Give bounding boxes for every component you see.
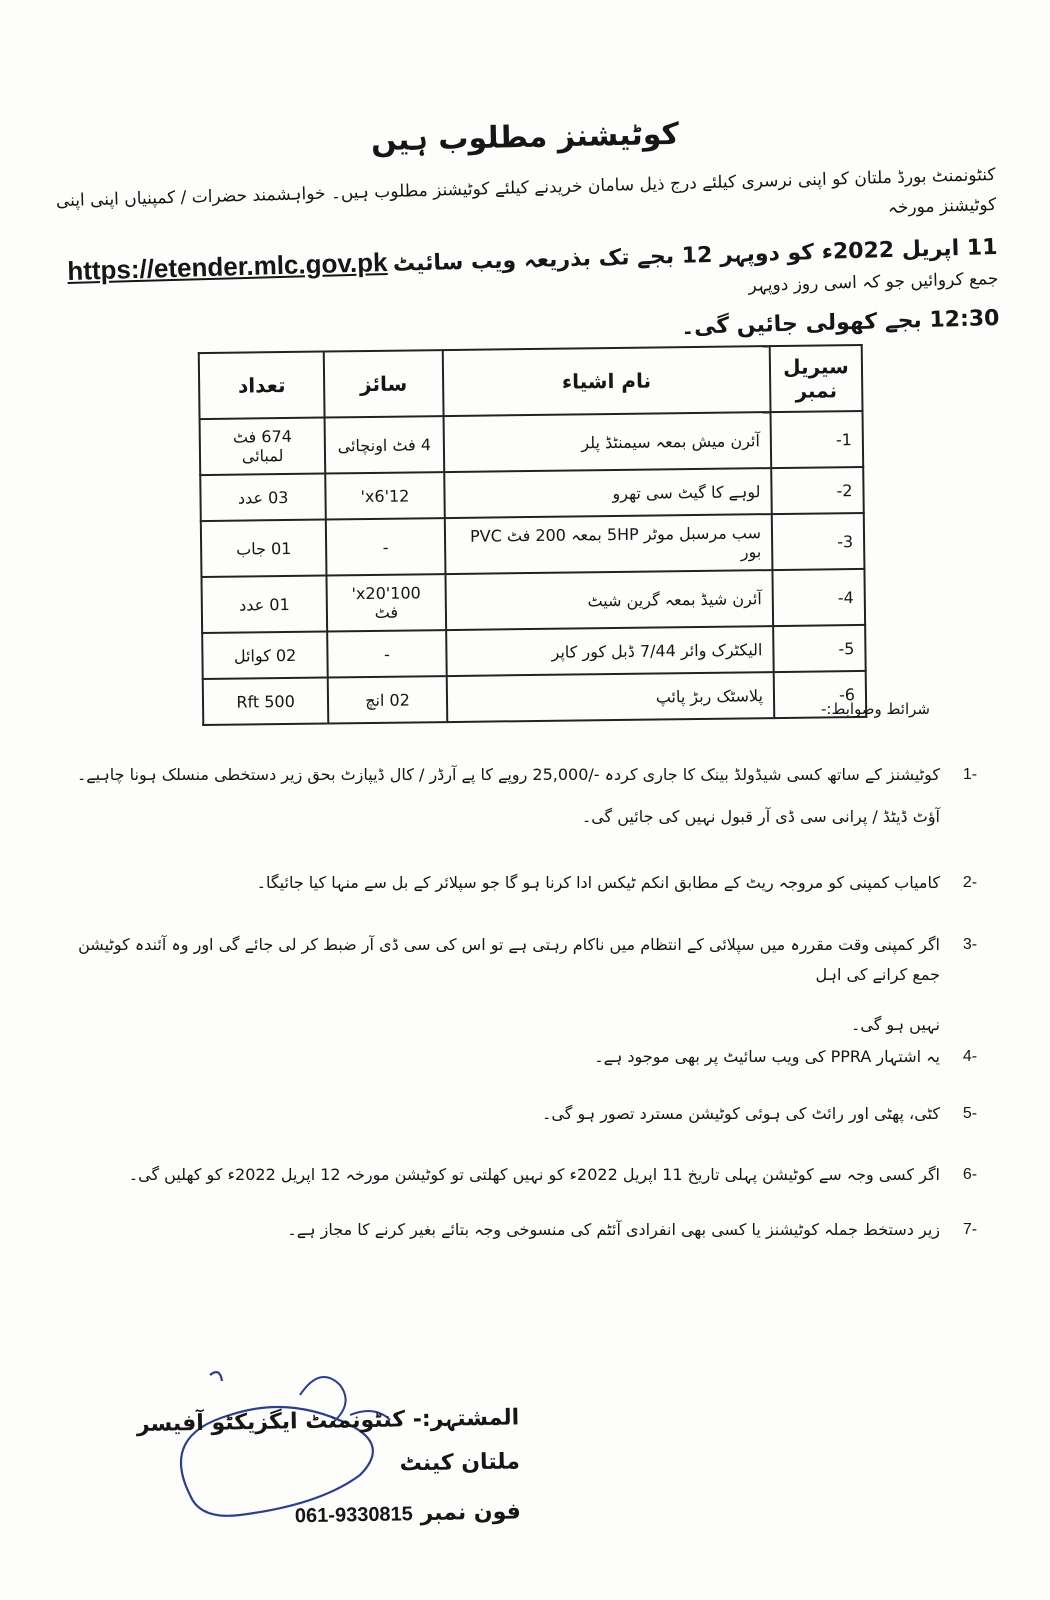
table-row [201, 569, 865, 633]
advertiser-block [99, 1396, 521, 1541]
page-title: کوٹیشنز مطلوب ہیں [370, 116, 680, 159]
cell-quantity: 03 عدد [200, 474, 326, 522]
cell-quantity: 674 فٹ لمبائی [200, 418, 326, 476]
cell-serial: 5- [773, 625, 866, 672]
header-quantity: تعداد [199, 352, 325, 420]
cell-size: - [327, 630, 446, 677]
term-line: کوٹیشنز کے ساتھ کسی شیڈولڈ بینک کا جاری کردہ -/25,000 روپے کا پے آرڈر / کال ڈیپازٹ بحق زیر دستخطی منسلک ہونا چاہیے۔ [76, 765, 940, 784]
term-item [60, 868, 1000, 898]
term-item [60, 1099, 1000, 1129]
cell-serial: 3- [772, 513, 865, 570]
cell-size: 4 فٹ اونچائی [325, 416, 444, 473]
cell-size: 100'x20' فٹ [327, 574, 446, 631]
term-number: -7 [962, 1221, 978, 1238]
term-text: زیر دستخط جملہ کوٹیشنز یا کسی بھی انفرادی آئٹم کی منسوخی وجہ بتائے بغیر کرنے کا مجاز ہے۔ [287, 1220, 940, 1239]
cell-size: - [326, 518, 445, 575]
term-number: -3 [962, 936, 978, 953]
term-number: -5 [962, 1105, 978, 1122]
term-number: -6 [962, 1166, 978, 1183]
intro-line-3: 12:30 بجے کھولی جائیں گی۔ [680, 305, 1000, 340]
table-row [200, 411, 864, 475]
term-number: -2 [962, 874, 978, 891]
terms-heading: شرائط وضوابط:- [821, 700, 930, 718]
intro-paragraph [55, 160, 1000, 370]
cell-quantity: 02 کوائل [202, 632, 328, 680]
term-item [60, 1160, 1000, 1190]
intro-line-2-end: جمع کروائیں جو کہ اسی روز دوپہر [748, 268, 999, 296]
cell-serial: 4- [772, 569, 865, 626]
cell-size: 02 انچ [328, 676, 447, 723]
term-text [60, 760, 940, 832]
cell-serial: 1- [771, 411, 864, 468]
term-item [60, 760, 1000, 832]
cell-item: آئرن شیڈ بمعہ گرین شیٹ [445, 570, 773, 630]
items-table [198, 344, 868, 726]
table-row [202, 625, 866, 679]
cell-serial: 2- [771, 467, 864, 514]
term-line: اگر کمپنی وقت مقررہ میں سپلائی کے انتظام میں ناکام رہتی ہے تو اس کی سی ڈی آر ضبط کر لی جائے گی اور وہ آئندہ کوٹیشن جمع کرانے کی اہل [78, 935, 940, 984]
advertiser-label: المشتہر:- کنٹونمنٹ ایگزیکٹو آفیسر ملتان کینٹ [136, 1405, 521, 1477]
term-line: آؤٹ ڈیٹڈ / پرانی سی ڈی آر قبول نہیں کی جائیں گی۔ [581, 807, 940, 826]
cell-serial: 6- [774, 671, 867, 718]
cell-item: سب مرسبل موٹر 5HP بمعہ 200 فٹ PVC بور [444, 514, 772, 574]
cell-quantity: 500 Rft [203, 678, 329, 726]
term-text: کامیاب کمپنی کو مروجہ ریٹ کے مطابق انکم ٹیکس ادا کرنا ہو گا جو سپلائر کے بل سے منہا کیا جائیگا۔ [256, 873, 940, 892]
cell-quantity: 01 جاب [201, 520, 327, 578]
phone-number: 061-9330815 [294, 1503, 414, 1528]
cell-item: لوہے کا گیٹ سی تھرو [444, 468, 772, 518]
cell-size: 12'x6' [325, 472, 444, 519]
cell-item: پلاسٹک ربڑ پائپ [446, 672, 774, 722]
table-row [203, 671, 867, 725]
header-size: سائز [324, 350, 443, 417]
table-row [201, 513, 865, 577]
term-item [60, 930, 1000, 1040]
term-item [60, 1042, 1000, 1072]
intro-line-2 [57, 230, 998, 320]
phone-label: فون نمبر [420, 1499, 521, 1527]
term-item [60, 1215, 1000, 1245]
header-serial: سیریل نمبر [770, 345, 863, 412]
table-header-row [199, 345, 863, 419]
header-item: نام اشیاء [442, 346, 770, 416]
cell-item: الیکٹرک وائر 7/44 ڈبل کور کاپر [446, 626, 774, 676]
term-text: یہ اشتہار PPRA کی ویب سائیٹ پر بھی موجود ہے۔ [594, 1047, 940, 1066]
table-row [200, 467, 864, 521]
intro-line-1: کنٹونمنٹ بورڈ ملتان کو اپنی نرسری کیلئے درج ذیل سامان خریدنے کیلئے کوٹیشنز مطلوب ہیں۔ خواہشمند حضرات / کمپنیاں اپنی اپنی کوٹیشنز مورخہ [55, 164, 997, 219]
etender-link[interactable]: https://etender.mlc.gov.pk [66, 247, 388, 286]
term-number: -4 [962, 1048, 978, 1065]
term-text [60, 930, 940, 1040]
term-text: کٹی، پھٹی اور رائٹ کی ہوئی کوٹیشن مسترد تصور ہو گی۔ [542, 1104, 940, 1123]
term-line: نہیں ہو گی۔ [851, 1015, 940, 1034]
cell-item: آئرن میش بمعہ سیمنٹڈ پلر [443, 412, 771, 472]
term-text: اگر کسی وجہ سے کوٹیشن پہلی تاریخ 11 اپریل 2022ء کو نہیں کھلتی تو کوٹیشن مورخہ 12 اپریل 2022ء کو کھلیں گی۔ [128, 1165, 940, 1184]
term-number: -1 [962, 766, 978, 783]
cell-quantity: 01 عدد [201, 576, 327, 634]
intro-date: 11 اپریل 2022ء کو دوپہر 12 بجے تک بذریعہ ویب سائیٹ [392, 234, 998, 277]
phone-line [100, 1490, 521, 1541]
